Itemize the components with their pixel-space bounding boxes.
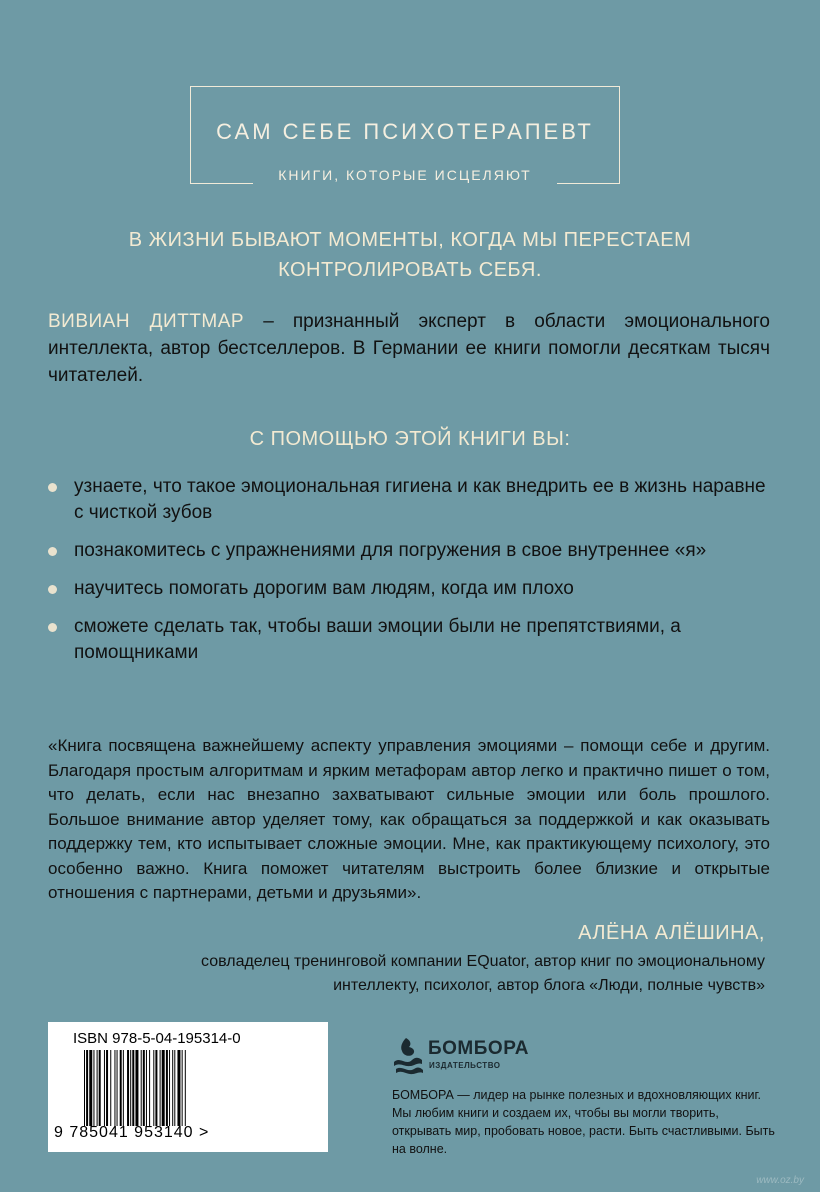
barcode-digits: 9 785041 953140 > [54,1124,210,1141]
barcode-bar [130,1050,131,1126]
benefit-text: познакомитесь с упражнениями для погружения в свое внутреннее «я» [74,540,707,561]
barcode-bar [104,1050,105,1126]
bullet-icon [48,623,57,632]
role-line-2: интеллекту, психолог, автор блога «Люди, полные чувств» [333,977,765,994]
author-name: ВИВИАН ДИТТМАР [48,311,245,332]
barcode-bar [89,1050,92,1126]
benefits-title: С ПОМОЩЬЮ ЭТОЙ КНИГИ ВЫ: [249,428,571,450]
barcode-bar [135,1050,138,1126]
barcode-bar [177,1050,180,1126]
testimonial-author: АЛЁНА АЛЁШИНА, [578,922,765,944]
headline [60,225,760,285]
barcode-bar [155,1050,157,1126]
barcode-bar [160,1050,161,1126]
barcode-bars [84,1050,284,1126]
barcode-bar [162,1050,165,1126]
barcode-bar [127,1050,129,1126]
author-intro-text: – признанный эксперт в области эмоционального интеллекта, автор бестселлеров. В Германии ее книги помогли десяткам тысяч читателей. [48,311,770,386]
benefit-text: узнаете, что такое эмоциональная гигиена и как внедрить ее в жизнь наравне с чисткой зубов [74,476,766,523]
barcode-bar [153,1050,154,1126]
list-item [48,576,780,602]
barcode-bar [117,1050,118,1126]
role-line-1: совладелец тренинговой компании EQuator, автор книг по эмоциональному [201,953,765,970]
barcode-bar [97,1050,98,1126]
series-frame [190,86,620,184]
isbn-number: ISBN 978-5-04-195314-0 [73,1030,241,1047]
wave-rider-icon [392,1036,424,1076]
benefit-text: научитесь помогать дорогим вам людям, когда им плохо [74,578,574,599]
barcode-bar [106,1050,108,1126]
barcode-bar [185,1050,186,1126]
series-title: САМ СЕБЕ ПСИХОТЕРАПЕВТ [216,119,594,144]
list-item [48,538,780,564]
barcode-bar [149,1050,150,1126]
benefits-list [48,474,780,678]
barcode-bar [99,1050,101,1126]
headline-line-2: КОНТРОЛИРОВАТЬ СЕБЯ. [278,259,542,281]
barcode-bar [172,1050,173,1126]
publisher-logo [392,1036,542,1076]
barcode-bar [86,1050,88,1126]
bullet-icon [48,585,57,594]
barcode-bar [84,1050,85,1126]
testimonial-quote: «Книга посвящена важнейшему аспекту управления эмоциями – помощи себе и другим. Благодаря простым алгоритмам и ярким метафорам автор легко и практично пишет о том, что делать, если нас внезапно захватывают сильные эмоции или боль прошлого. Большое внимание автор уделяет тому, как обращаться за поддержкой и как оказывать поддержку тем, кто испытывает сложные эмоции. Мне, как практикующему психологу, это особенно важно. Книга поможет читателям выстроить более близкие и открытые отношения с партнерами, детьми и друзьями». [48,736,770,902]
isbn-barcode [48,1022,328,1152]
barcode-bar [182,1050,183,1126]
barcode-bar [174,1050,175,1126]
barcode-bar [132,1050,134,1126]
barcode-bar [93,1050,94,1126]
list-item [48,474,780,526]
barcode-bar [146,1050,147,1126]
bullet-icon [48,483,57,492]
headline-line-1: В ЖИЗНИ БЫВАЮТ МОМЕНТЫ, КОГДА МЫ ПЕРЕСТАЕМ [128,229,692,251]
list-item [48,614,780,666]
barcode-bar [120,1050,122,1126]
publisher-blurb: БОМБОРА — лидер на рынке полезных и вдохновляющих книг. Мы любим книги и создаем их, чтобы вы могли творить, открывать мир, пробовать новое, расти. Быть счастливыми. Быть на волне. [392,1088,775,1156]
series-subtitle: КНИГИ, КОТОРЫЕ ИСЦЕЛЯЮТ [253,167,557,187]
barcode-bar [166,1050,168,1126]
watermark: www.oz.by [756,1175,804,1186]
barcode-bar [143,1050,145,1126]
barcode-bar [123,1050,124,1126]
benefit-text: сможете сделать так, чтобы ваши эмоции были не препятствиями, а помощниками [74,616,681,663]
bullet-icon [48,547,57,556]
barcode-bar [169,1050,170,1126]
publisher-sub: ИЗДАТЕЛЬСТВО [429,1061,501,1070]
publisher-name: БОМБОРА [428,1038,529,1059]
barcode-bar [114,1050,115,1126]
testimonial-author-role [165,950,765,998]
barcode-bar [110,1050,111,1126]
author-intro [48,308,770,389]
barcode-bar [141,1050,142,1126]
